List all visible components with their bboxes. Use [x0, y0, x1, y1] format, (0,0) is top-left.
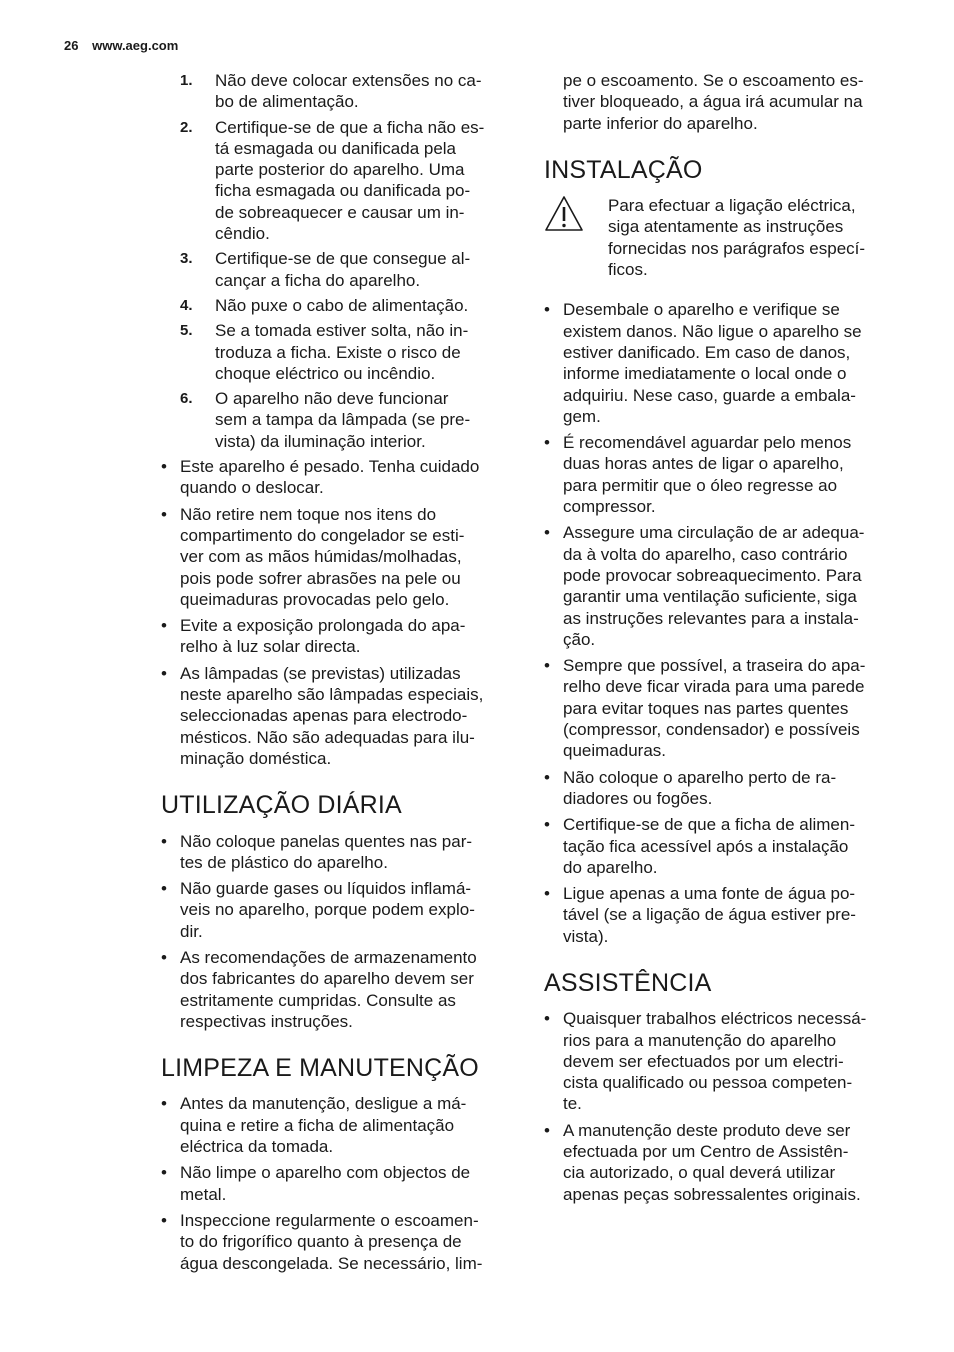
- item-text: Evite a exposição prolongada do apa- relho à luz solar directa.: [180, 616, 466, 657]
- list-item: • Não coloque panelas quentes nas par- tes de plástico do aparelho.: [161, 831, 473, 872]
- item-text: Quaisquer trabalhos eléctricos necessá- rios para a manutenção do aparelho devem ser efectuados por um electri- cista qualificado ou pessoa competen- te.: [563, 1009, 867, 1114]
- numbered-item: [161, 70, 513, 113]
- numbered-item: [161, 388, 513, 452]
- item-text: Inspeccione regularmente o escoamen- to do frigorífico quanto à presença de água descongelada. Se necessário, lim-: [180, 1210, 483, 1273]
- item-text: Não limpe o aparelho com objectos de metal.: [180, 1163, 471, 1204]
- item-text: Certifique-se de que consegue al- cançar a ficha do aparelho.: [215, 249, 471, 290]
- item-number: 4.: [180, 296, 193, 314]
- item-text: Não puxe o cabo de alimentação.: [215, 295, 469, 315]
- section-heading-service: ASSISTÊNCIA: [544, 968, 712, 997]
- numbered-item: [161, 248, 513, 291]
- section-heading-cleaning: LIMPEZA E MANUTENÇÃO: [161, 1054, 479, 1083]
- list-item: • As recomendações de armazenamento dos fabricantes do aparelho devem ser estritamente cumpridas. Consulte as respectivas instruções.: [161, 947, 477, 1031]
- list-item: • Este aparelho é pesado. Tenha cuidado quando o deslocar.: [161, 457, 480, 498]
- item-text: É recomendável aguardar pelo menos duas horas antes de ligar o aparelho, para permitir que o óleo regresse ao compressor.: [563, 433, 852, 517]
- list-item: • Ligue apenas a uma fonte de água po- tável (se a ligação de água estiver pre- vista).: [544, 884, 856, 946]
- installation-list: [544, 299, 896, 947]
- service-list: [544, 1008, 896, 1205]
- list-item: • A manutenção deste produto deve ser efectuada por um Centro de Assistên- cia autorizado, o qual deverá utilizar apenas peças sobressalentes originais.: [544, 1120, 861, 1204]
- item-text: Não guarde gases ou líquidos inflamá- veis no aparelho, porque podem explo- dir.: [180, 879, 475, 941]
- section-heading-daily-use: UTILIZAÇÃO DIÁRIA: [161, 791, 402, 820]
- right-column: [544, 70, 896, 1210]
- list-item: • Antes da manutenção, desligue a má- quina e retire a ficha de alimentação eléctrica da tomada.: [161, 1094, 467, 1157]
- item-text: Desembale o aparelho e verifique se existem danos. Não ligue o aparelho se estiver danificado. Em caso de danos, informe imediatamente o local onde o adquiriu. Nese caso, guarde a embala- gem.: [563, 300, 862, 426]
- daily-use-list: [161, 831, 513, 1033]
- numbered-item: [161, 320, 513, 384]
- item-text: Ligue apenas a uma fonte de água po- tável (se a ligação de água estiver pre- vista).: [563, 884, 856, 946]
- left-column: [161, 70, 513, 1279]
- item-number: 5.: [180, 322, 193, 340]
- cleaning-list: [161, 1093, 513, 1273]
- list-item: • Não guarde gases ou líquidos inflamá- veis no aparelho, porque podem explo- dir.: [161, 879, 475, 941]
- item-number: 2.: [180, 118, 193, 136]
- list-item: • Assegure uma circulação de ar adequa- da à volta do aparelho, caso contrário pode provocar sobreaquecimento. Para garantir uma ventilação suficiente, siga as instruções relevantes para a instala- ção.: [544, 523, 865, 649]
- list-item: • É recomendável aguardar pelo menos duas horas antes de ligar o aparelho, para permitir que o óleo regresse ao compressor.: [544, 433, 852, 517]
- numbered-item: [161, 295, 513, 316]
- section-heading-installation: INSTALAÇÃO: [544, 155, 703, 184]
- page-header: [64, 38, 178, 53]
- item-text: O aparelho não deve funcionar sem a tampa da lâmpada (se pre- vista) da iluminação interior.: [215, 389, 471, 451]
- item-number: 1.: [180, 72, 193, 89]
- website-url: www.aeg.com: [92, 38, 179, 53]
- item-text: Antes da manutenção, desligue a má- quina e retire a ficha de alimentação eléctrica da tomada.: [180, 1094, 467, 1157]
- list-item: • As lâmpadas (se previstas) utilizadas neste aparelho são lâmpadas especiais, seleccionadas apenas para electrodo- mésticos. Não são adequadas para ilu- minação doméstica.: [161, 663, 484, 768]
- item-text: Sempre que possível, a traseira do apa- relho deve ficar virada para uma parede para evitar toques nas partes quentes (compressor, condensador) e possíveis queimaduras.: [563, 656, 866, 761]
- item-text: Assegure uma circulação de ar adequa- da à volta do aparelho, caso contrário pode provocar sobreaquecimento. Para garantir uma ventilação suficiente, siga as instruções relevantes para a instala- ção.: [563, 523, 865, 649]
- item-text: Não coloque o aparelho perto de ra- diadores ou fogões.: [563, 767, 837, 808]
- list-item: • Desembale o aparelho e verifique se existem danos. Não ligue o aparelho se estiver danificado. Em caso de danos, informe imediatamente o local onde o adquiriu. Nese caso, guarde a embala- gem.: [544, 300, 862, 426]
- list-item: • Não limpe o aparelho com objectos de metal.: [161, 1163, 471, 1204]
- item-number: 6.: [180, 390, 193, 408]
- list-item: • Não retire nem toque nos itens do compartimento do congelador se esti- ver com as mãos húmidas/molhadas, pois pode sofrer abrasões na pele ou queimaduras provocadas pelo gelo.: [161, 504, 465, 609]
- list-item: • Sempre que possível, a traseira do apa- relho deve ficar virada para uma parede para evitar toques nas partes quentes (compressor, condensador) e possíveis queimaduras.: [544, 656, 866, 761]
- list-item: • Certifique-se de que a ficha de alimen- tação fica acessível após a instalação do aparelho.: [544, 815, 855, 877]
- warning-icon: [544, 195, 584, 233]
- list-item: • Não coloque o aparelho perto de ra- diadores ou fogões.: [544, 767, 837, 808]
- item-text: Certifique-se de que a ficha de alimen- tação fica acessível após a instalação do aparelho.: [563, 815, 855, 877]
- numbered-item: [161, 117, 513, 245]
- item-text: As recomendações de armazenamento dos fabricantes do aparelho devem ser estritamente cumpridas. Consulte as respectivas instruções.: [180, 947, 477, 1031]
- warning-text: Para efectuar a ligação eléctrica, siga atentamente as instruções fornecidas nos parágrafos especí- ficos.: [608, 196, 866, 280]
- item-text: As lâmpadas (se previstas) utilizadas neste aparelho são lâmpadas especiais, seleccionadas apenas para electrodo- mésticos. Não são adequadas para ilu- minação doméstica.: [180, 663, 484, 768]
- item-text: Se a tomada estiver solta, não in- troduza a ficha. Existe o risco de choque eléctrico ou incêndio.: [215, 321, 469, 383]
- list-item: • Inspeccione regularmente o escoamen- to do frigorífico quanto à presença de água descongelada. Se necessário, lim-: [161, 1210, 483, 1273]
- page-number: 26: [64, 38, 79, 53]
- item-text: Não deve colocar extensões no ca- bo de alimentação.: [215, 71, 482, 112]
- list-item: • Evite a exposição prolongada do apa- relho à luz solar directa.: [161, 616, 466, 657]
- item-text: A manutenção deste produto deve ser efectuada por um Centro de Assistên- cia autorizado, o qual deverá utilizar apenas peças sobressalentes originais.: [563, 1120, 861, 1204]
- warning-note: [544, 195, 896, 280]
- item-text: Este aparelho é pesado. Tenha cuidado quando o deslocar.: [180, 457, 480, 498]
- item-text: Certifique-se de que a ficha não es- tá esmagada ou danificada pela parte posterior do aparelho. Uma ficha esmagada ou danificada po- de sobreaquecer e causar um in- cêndio.: [215, 117, 485, 244]
- continuation-text: pe o escoamento. Se o escoamento es- tiver bloqueado, a água irá acumular na parte inferior do aparelho.: [563, 71, 864, 133]
- item-text: Não coloque panelas quentes nas par- tes de plástico do aparelho.: [180, 831, 473, 872]
- safety-bullet-list: [161, 456, 513, 769]
- numbered-list: [161, 70, 513, 452]
- item-text: Não retire nem toque nos itens do compartimento do congelador se esti- ver com as mãos húmidas/molhadas, pois pode sofrer abrasões na pele ou queimaduras provocadas pelo gelo.: [180, 504, 465, 609]
- item-number: 3.: [180, 250, 193, 268]
- list-item: • Quaisquer trabalhos eléctricos necessá- rios para a manutenção do aparelho devem ser efectuados por um electri- cista qualificado ou pessoa competen- te.: [544, 1009, 867, 1114]
